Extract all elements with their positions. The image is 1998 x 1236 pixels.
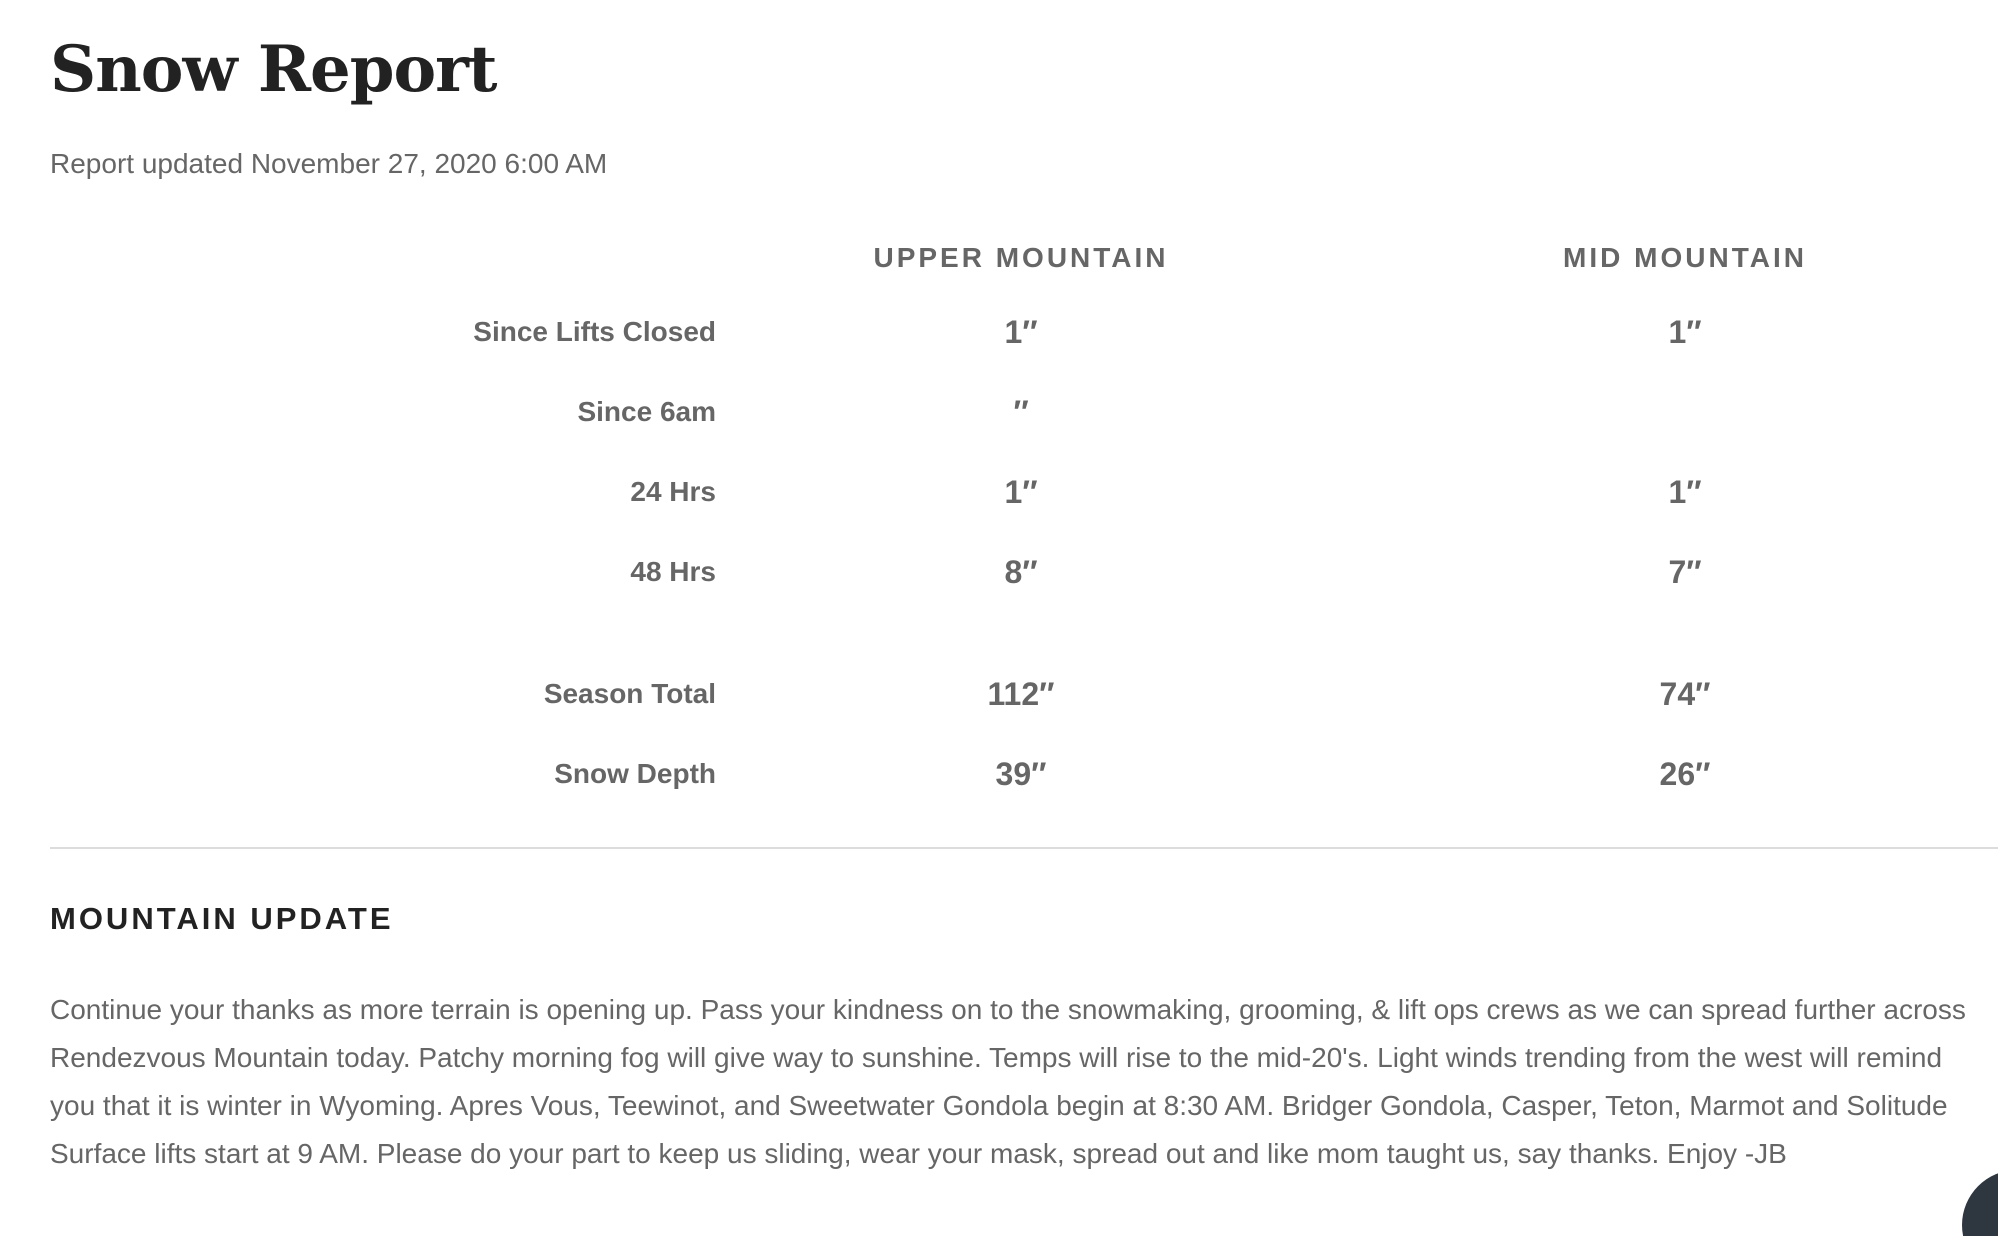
row-label: 48 Hrs — [630, 556, 716, 587]
row-label: Since 6am — [577, 396, 716, 427]
mountain-update-text: Continue your thanks as more terrain is opening up. Pass your kindness on to the snowmaking, grooming, & lift ops crews as we can spread further across Rendezvous Mountain today. Patchy morning fog will give way to sunshine. Temps will rise to the mid-20's. Light winds trending from the west will remind you that it is winter in Wyoming. Apres Vous, Teewinot, and Sweetwater Gondola begin at 8:30 AM. Bridger Gondola, Casper, Teton, Marmot and Solitude Surface lifts start at 9 AM. Please do your part to keep us sliding, wear your mask, spread out and like mom taught us, say thanks. Enjoy -JB — [50, 994, 1966, 1169]
section-divider — [50, 847, 1998, 849]
table-row — [50, 550, 1998, 594]
table-row — [50, 390, 1998, 434]
row-label: 24 Hrs — [630, 476, 716, 507]
page-title: Snow Report — [50, 32, 497, 107]
upper-mountain-value: 1″ — [1004, 314, 1038, 350]
mid-mountain-value: 26″ — [1659, 756, 1711, 792]
mid-mountain-value: 74″ — [1659, 676, 1711, 712]
mid-mountain-value: 7″ — [1668, 554, 1702, 590]
row-label: Snow Depth — [554, 758, 716, 789]
row-label: Season Total — [543, 678, 716, 709]
upper-mountain-value: 8″ — [1004, 554, 1038, 590]
table-row — [50, 672, 1998, 716]
snow-report-page — [50, 0, 1998, 1236]
upper-mountain-value: 39″ — [995, 756, 1047, 792]
upper-mountain-value: ″ — [1013, 394, 1029, 430]
mid-mountain-value: 1″ — [1668, 474, 1702, 510]
mountain-update-heading: MOUNTAIN UPDATE — [50, 901, 394, 936]
table-row — [50, 752, 1998, 796]
upper-mountain-value: 1″ — [1004, 474, 1038, 510]
column-header-mid-mountain: MID MOUNTAIN — [1563, 242, 1807, 273]
report-updated-timestamp: Report updated November 27, 2020 6:00 AM — [50, 148, 608, 179]
table-row — [50, 470, 1998, 514]
mid-mountain-value: 1″ — [1668, 314, 1702, 350]
table-row — [50, 310, 1998, 354]
row-label: Since Lifts Closed — [473, 316, 716, 347]
column-header-upper-mountain: UPPER MOUNTAIN — [873, 242, 1169, 273]
upper-mountain-value: 112″ — [987, 676, 1055, 712]
